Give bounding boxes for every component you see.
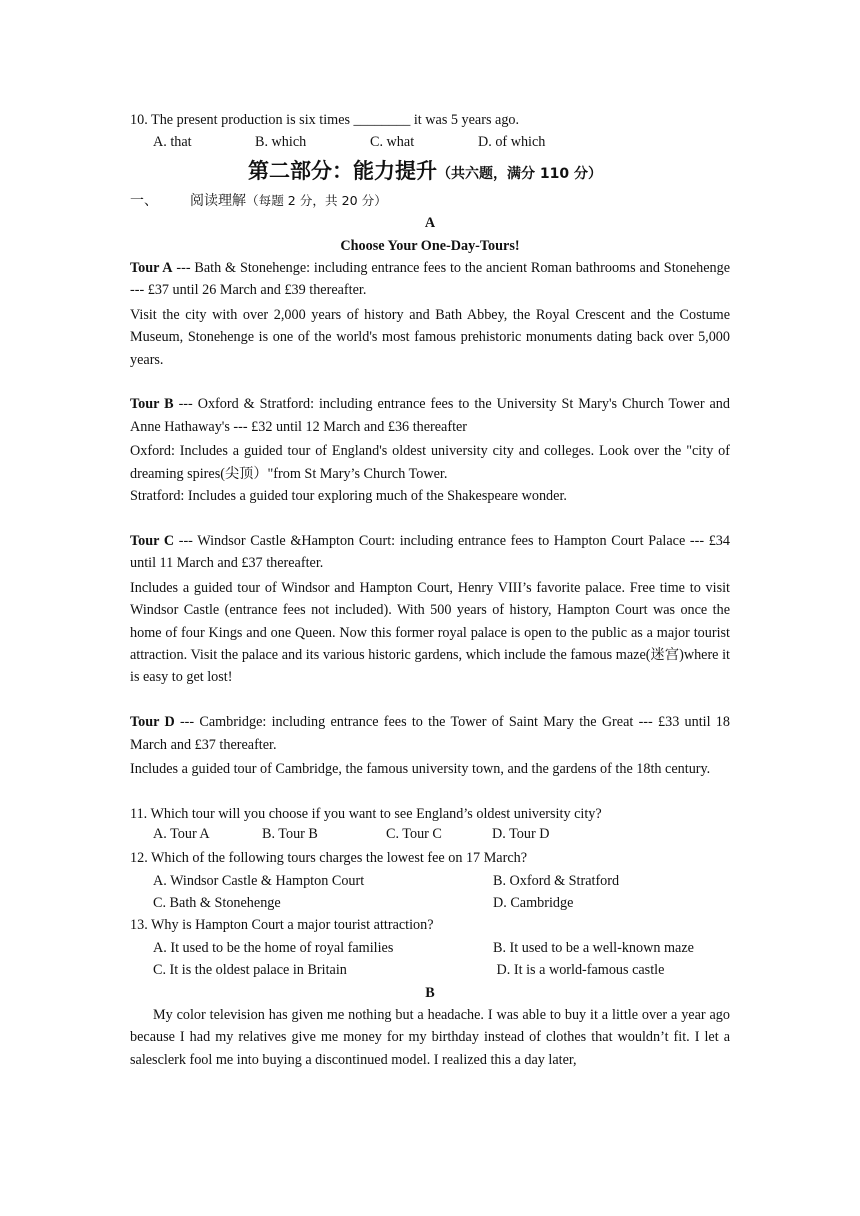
tour-a-header [130,257,730,302]
question-13-options-row-2 [130,959,730,981]
q13-option-b: B. It used to be a well-known maze [493,939,694,956]
section-1-number: 一、 [130,192,158,209]
section-1-title: 阅读理解 [190,192,246,209]
tour-d-label: Tour D [130,714,175,731]
tour-a-body: Visit the city with over 2,000 years of history and Bath Abbey, the Royal Crescent and the Costume Museum, Stonehenge is one of the world's most famous prehistoric monuments dating back over 5,000 years. [130,306,730,368]
question-11-options [130,825,730,843]
tour-a-head: --- Bath & Stonehenge: including entrance fees to the ancient Roman bathrooms and Stonehenge --- £37 until 26 March and £39 thereafter. [130,260,731,299]
section-1-heading [130,190,730,212]
tour-d-head: --- Cambridge: including entrance fees to the Tower of Saint Mary the Great --- £33 until 18 March and £37 thereafter. [130,714,730,753]
q10-option-d: D. of which [478,134,546,151]
q13-option-a: A. It used to be the home of royal families [153,939,394,956]
q12-option-b: B. Oxford & Stratford [493,872,620,889]
tour-d-header [130,711,730,756]
tour-b-head: --- Oxford & Stratford: including entrance fees to the University St Mary's Church Tower and Anne Hathaway's --- £32 until 12 March and £36 thereafter [130,396,730,435]
passage-a-letter: A [424,215,436,232]
tour-b-label: Tour B [130,396,174,413]
passage-b-letter: B [425,984,435,1001]
q11-option-d: D. Tour D [492,826,550,843]
passage-b-text: My color television has given me nothing but a headache. I was able to buy it a little over a year ago because I had my relatives give me money for my birthday instead of clothes that wouldn’t fit. I let a salesclerk fool me into buying a discontinued model. I realized this a day later, [130,1006,730,1068]
part-2-heading [130,156,730,189]
tour-b-body-stratford: Stratford: Includes a guided tour exploring much of the Shakespeare wonder. [130,488,567,505]
section-1-note: （每题 2 分，共 20 分） [246,192,387,208]
passage-a-title: Choose Your One-Day-Tours! [340,237,520,254]
q11-option-b: B. Tour B [262,826,318,843]
question-12-options-row-1 [130,870,730,892]
q13-option-d: D. It is a world-famous castle [493,962,665,979]
q12-option-c: C. Bath & Stonehenge [153,894,281,911]
tour-c-head: --- Windsor Castle &Hampton Court: including entrance fees to Hampton Court Palace --- £34 until 11 March and £37 thereafter. [130,532,730,572]
tour-b-body-oxford: Oxford: Includes a guided tour of England's oldest university city and colleges. Look over the "city of dreaming spires(尖顶）"from St Mary’s Church Tower. [130,443,730,482]
question-10-stem: 10. The present production is six times ________ it was 5 years ago. [130,112,520,128]
part-2-title: 第二部分：能力提升 [248,158,437,183]
question-13-stem: 13. Why is Hampton Court a major tourist attraction? [130,917,434,934]
q11-option-a: A. Tour A [153,826,210,843]
tour-d-body: Includes a guided tour of Cambridge, the famous university town, and the gardens of the 18th century. [130,760,711,777]
question-12-stem: 12. Which of the following tours charges the lowest fee on 17 March? [130,850,528,867]
part-2-note: （共六题，满分 110 分） [437,165,602,182]
q12-option-a: A. Windsor Castle & Hampton Court [153,872,365,889]
tour-c-label: Tour C [130,532,175,549]
question-11-stem: 11. Which tour will you choose if you want to see England’s oldest university city? [130,805,602,822]
question-13-options-row-1 [130,937,730,959]
question-10-options [130,131,730,153]
q10-option-a: A. that [153,134,192,151]
q11-option-c: C. Tour C [386,826,442,843]
question-12-options-row-2 [130,892,730,914]
q12-option-d: D. Cambridge [493,894,574,911]
tour-a-label: Tour A [130,260,173,277]
tour-c-body: Includes a guided tour of Windsor and Hampton Court, Henry VIII’s favorite palace. Free time to visit Windsor Castle (entrance fees not included). With 500 years of history, Hampton Court was once the home of four Kings and one Queen. Now this former royal palace is open to the public as a major tourist attraction. Visit the palace and its various historic gardens, which include the famous maze(迷宫)where it is easy to get lost! [130,579,730,686]
tour-b-header [130,393,730,438]
q13-option-c: C. It is the oldest palace in Britain [153,962,347,979]
tour-c-header [130,530,730,575]
exam-page [130,109,730,1071]
q10-option-c: C. what [370,134,415,151]
q10-option-b: B. which [255,134,307,151]
